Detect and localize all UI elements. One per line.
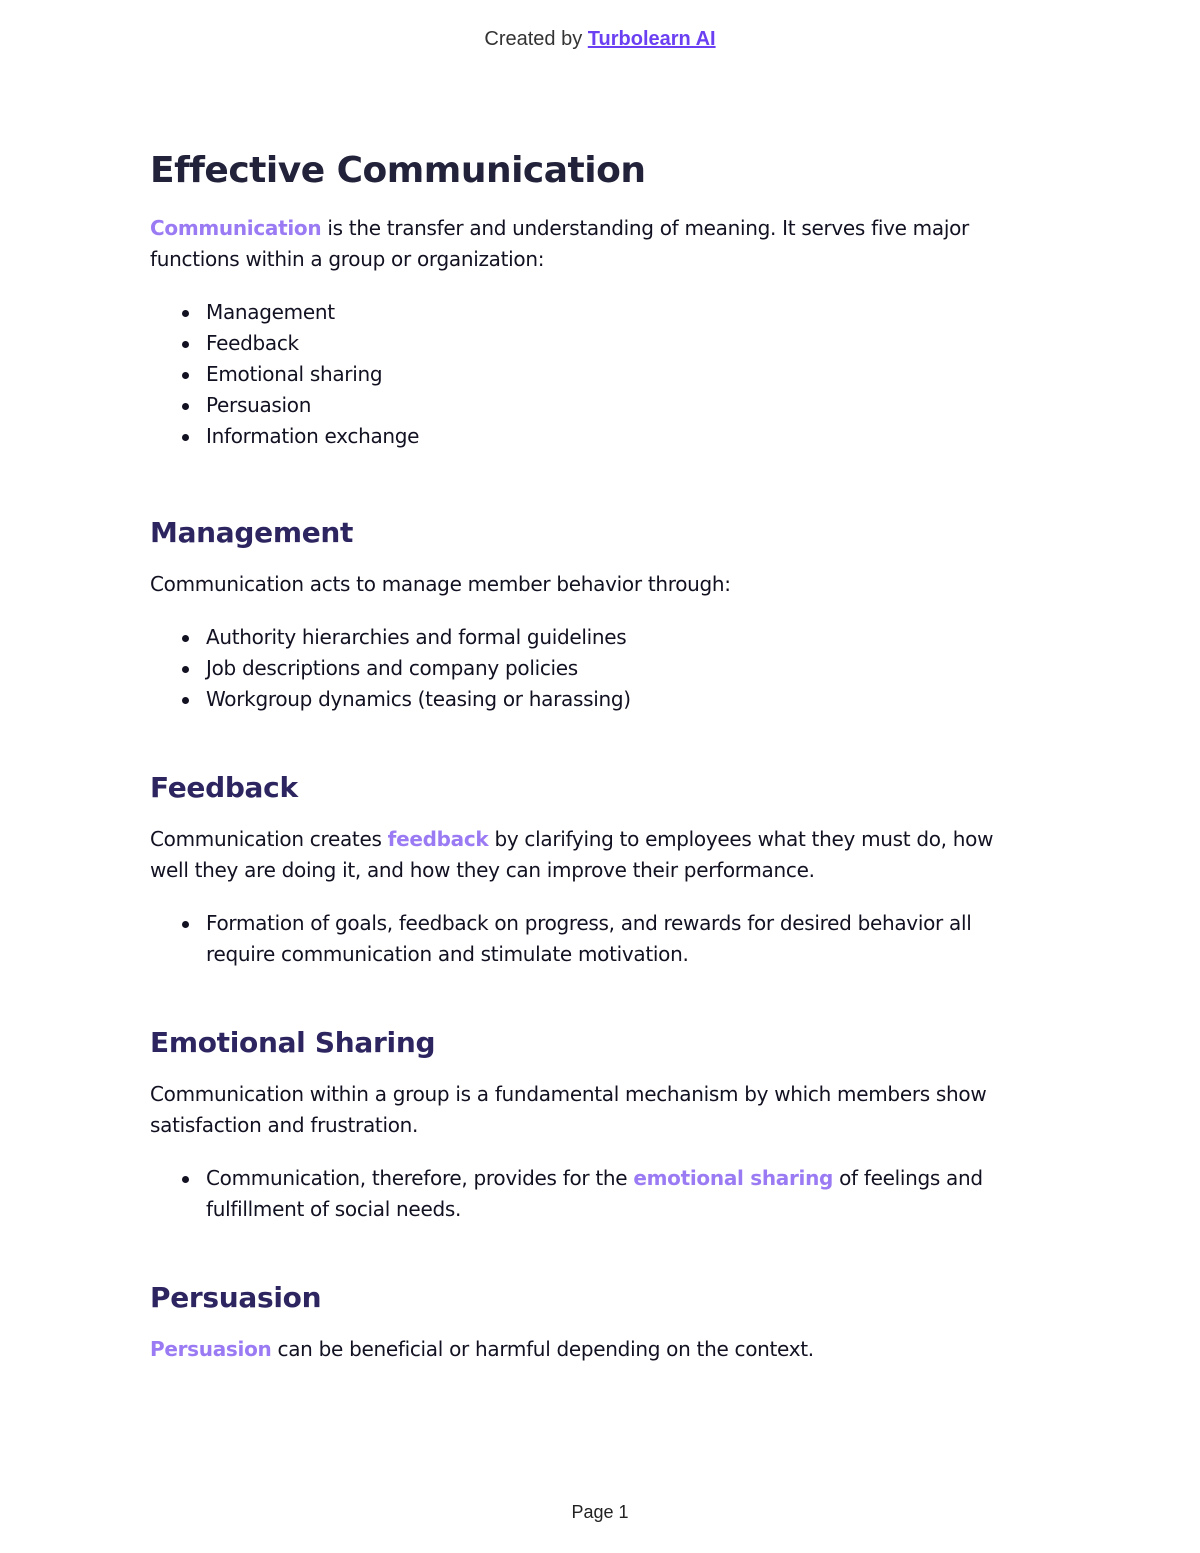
feedback-highlight: feedback [387,827,489,851]
persuasion-heading: Persuasion [150,1281,322,1314]
emotional-section [150,1026,1030,1225]
persuasion-paragraph [150,1334,1030,1365]
feedback-heading: Feedback [150,771,298,804]
document-body [150,150,1030,1387]
management-paragraph: Communication acts to manage member behavior through: [150,572,731,596]
emotional-heading: Emotional Sharing [150,1026,436,1059]
intro-paragraph [150,213,1030,275]
feedback-text-before: Communication creates [150,827,388,851]
list-item: Formation of goals, feedback on progress, and rewards for desired behavior all require communication and stimulate motivation. [206,908,1030,970]
list-item: Feedback [206,328,1030,359]
page-title: Effective Communication [150,150,646,191]
page-number: Page 1 [571,1502,629,1522]
communication-highlight: Communication [150,216,322,240]
created-by-label: Created by [484,28,583,50]
persuasion-text-after: can be beneficial or harmful depending on the context. [271,1337,814,1361]
page-header [0,28,1200,51]
emotional-text-before: Communication, therefore, provides for the [206,1166,634,1190]
persuasion-section [150,1281,1030,1365]
list-item: Emotional sharing [206,359,1030,390]
list-item [206,1163,1030,1225]
turbolearn-link[interactable]: Turbolearn AI [587,28,716,50]
list-item: Authority hierarchies and formal guidelines [206,622,1030,653]
intro-text: is the transfer and understanding of meaning. It serves five major functions within a group or organization: [150,216,969,271]
emotional-paragraph: Communication within a group is a fundamental mechanism by which members show satisfaction and frustration. [150,1082,987,1137]
feedback-text-after: by clarifying to employees what they must do, how well they are doing it, and how they can improve their performance. [150,827,994,882]
feedback-list [150,908,1030,970]
emotional-sharing-highlight: emotional sharing [633,1166,834,1190]
persuasion-highlight: Persuasion [150,1337,272,1361]
list-item: Management [206,297,1030,328]
list-item: Workgroup dynamics (teasing or harassing) [206,684,1030,715]
emotional-list [150,1163,1030,1225]
feedback-section [150,771,1030,970]
list-item: Persuasion [206,390,1030,421]
functions-list [150,297,1030,452]
emotional-text-after: of feelings and fulfillment of social needs. [206,1166,983,1221]
list-item: Information exchange [206,421,1030,452]
feedback-paragraph [150,824,1030,886]
management-heading: Management [150,516,354,549]
management-section [150,516,1030,715]
list-item: Job descriptions and company policies [206,653,1030,684]
management-list [150,622,1030,715]
